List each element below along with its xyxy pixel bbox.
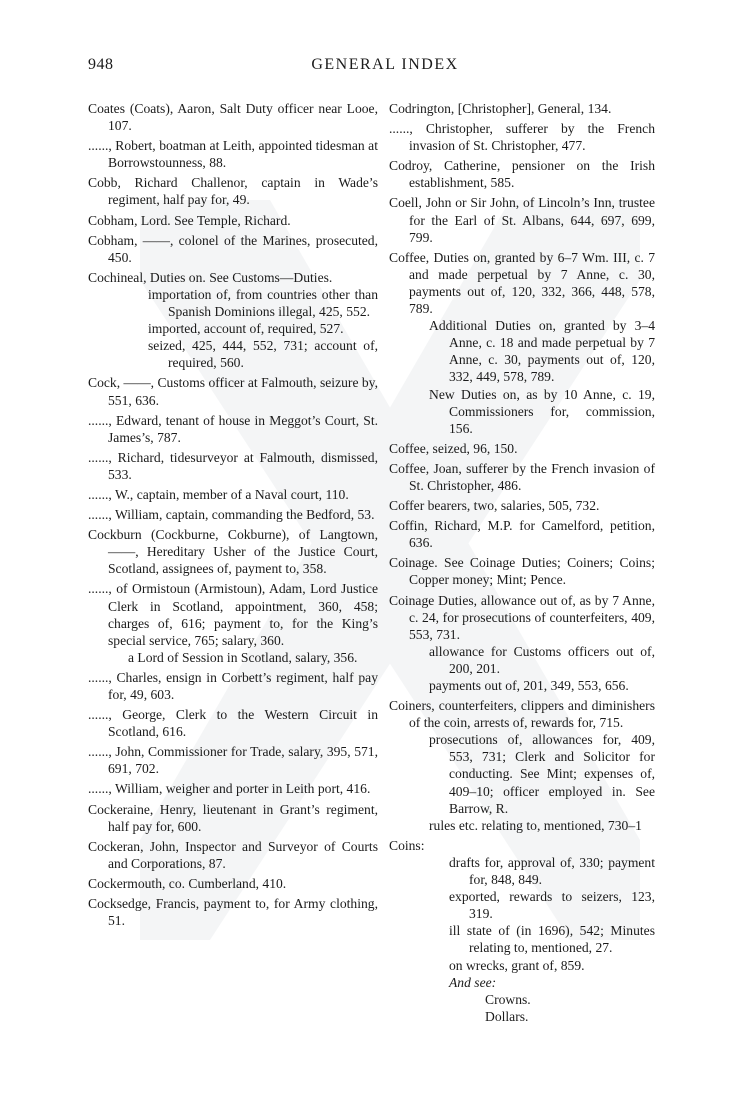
- index-entry: ......, Richard, tidesurveyor at Falmouth, dismissed, 533.: [88, 449, 378, 482]
- index-entry: Cobham, Lord. See Temple, Richard.: [88, 212, 291, 228]
- see-also-label: And see:: [449, 974, 497, 990]
- index-entry: Cock, ——, Customs officer at Falmouth, seizure by, 551, 636.: [88, 375, 378, 408]
- index-entry: Coates (Coats), Aaron, Salt Duty officer near Looe, 107.: [88, 101, 378, 134]
- index-entry: Cobham, ——, colonel of the Marines, prosecuted, 450.: [88, 232, 378, 265]
- index-entry: Cocksedge, Francis, payment to, for Army clothing, 51.: [88, 896, 378, 929]
- index-entry: ......, William, weigher and porter in Leith port, 416.: [88, 781, 371, 797]
- index-subentry: a Lord of Session in Scotland, salary, 356.: [128, 649, 358, 665]
- index-entry: Coffee, Joan, sufferer by the French invasion of St. Christopher, 486.: [389, 460, 655, 493]
- index-entry: Cockeran, John, Inspector and Surveyor of Courts and Corporations, 87.: [88, 838, 378, 871]
- index-subentry: importation of, from countries other than Spanish Dominions illegal, 425, 552.: [148, 286, 378, 320]
- index-entry: Cockburn (Cockburne, Cokburne), of Langtown, ——, Hereditary Usher of the Justice Court, Scotland, assignees of, payment to, 358.: [88, 527, 378, 577]
- index-entry: Coffee, Duties on, granted by 6–7 Wm. III, c. 7 and made perpetual by 7 Anne, c. 30, payments out of, 120, 332, 366, 448, 578, 789.: [389, 249, 655, 317]
- index-entry: Coins:: [389, 837, 425, 853]
- index-subentry: payments out of, 201, 349, 553, 656.: [429, 678, 629, 693]
- index-entry: ......, Charles, ensign in Corbett’s regiment, half pay for, 49, 603.: [88, 669, 378, 702]
- running-head: GENERAL INDEX: [311, 56, 459, 73]
- index-entry: ......, William, captain, commanding the Bedford, 53.: [88, 507, 375, 523]
- see-also-item: Dollars.: [485, 1008, 529, 1024]
- index-entry: Coiners, counterfeiters, clippers and diminishers of the coin, arrests of, rewards for, 715.: [389, 698, 655, 731]
- index-column-right: [389, 100, 655, 1025]
- index-entry: ......, George, Clerk to the Western Circuit in Scotland, 616.: [88, 707, 378, 740]
- index-entry: ......, Christopher, sufferer by the French invasion of St. Christopher, 477.: [389, 121, 655, 154]
- index-subentry: prosecutions of, allowances for, 409, 553, 731; Clerk and Solicitor for conducting. See Mint; expenses of, 409–10; officer employed in. See Barrow, R.: [429, 732, 655, 816]
- index-entry: Codroy, Catherine, pensioner on the Irish establishment, 585.: [389, 158, 655, 191]
- see-also-item: Crowns.: [485, 991, 531, 1007]
- index-entry: Cockermouth, co. Cumberland, 410.: [88, 875, 287, 891]
- index-entry: ......, Robert, boatman at Leith, appointed tidesman at Borrowstounness, 88.: [88, 138, 378, 171]
- index-subentry: New Duties on, as by 10 Anne, c. 19, Commissioners for, commission, 156.: [429, 386, 655, 436]
- index-subentry: seized, 425, 444, 552, 731; account of, required, 560.: [148, 338, 378, 371]
- index-entry: Coffee, seized, 96, 150.: [389, 440, 518, 456]
- index-entry: Coffer bearers, two, salaries, 505, 732.: [389, 498, 600, 514]
- index-entry: Cobb, Richard Challenor, captain in Wade’s regiment, half pay for, 49.: [88, 175, 378, 208]
- index-subentry: imported, account of, required, 527.: [148, 321, 344, 337]
- index-entry: ......, W., captain, member of a Naval court, 110.: [88, 486, 349, 502]
- index-entry: Coinage. See Coinage Duties; Coiners; Coins; Copper money; Mint; Pence.: [389, 555, 655, 588]
- index-subentry: drafts for, approval of, 330; payment for, 848, 849.: [449, 854, 655, 888]
- index-subentry: ill state of (in 1696), 542; Minutes relating to, mentioned, 27.: [449, 923, 655, 956]
- index-column-left: [88, 100, 378, 932]
- index-entry: Cochineal, Duties on. See Customs—Duties.: [88, 269, 333, 285]
- page-number: 948: [88, 56, 114, 73]
- index-subentry: rules etc. relating to, mentioned, 730–1: [429, 817, 642, 833]
- index-entry: ......, Edward, tenant of house in Meggot’s Court, St. James’s, 787.: [88, 412, 378, 445]
- index-subentry: exported, rewards to seizers, 123, 319.: [449, 889, 655, 922]
- index-entry: ......, John, Commissioner for Trade, salary, 395, 571, 691, 702.: [88, 744, 378, 777]
- index-entry: Coinage Duties, allowance out of, as by 7 Anne, c. 24, for prosecutions of counterfeiters, 409, 553, 731.: [389, 592, 655, 642]
- index-entry: ......, of Ormistoun (Armistoun), Adam, Lord Justice Clerk in Scotland, appointment, 360, 458; charges of, 616; payment to, for the King’s special service, 765; salary, 360.: [88, 581, 378, 648]
- index-entry: Coell, John or Sir John, of Lincoln’s Inn, trustee for the Earl of St. Albans, 644, 697, 699, 799.: [389, 195, 655, 245]
- index-entry: Cockeraine, Henry, lieutenant in Grant’s regiment, half pay for, 600.: [88, 801, 378, 834]
- index-subentry: allowance for Customs officers out of, 200, 201.: [429, 643, 655, 676]
- index-entry: Codrington, [Christopher], General, 134.: [389, 101, 612, 116]
- index-subentry: Additional Duties on, granted by 3–4 Anne, c. 18 and made perpetual by 7 Anne, c. 30, payments out of, 120, 332, 449, 578, 789.: [429, 318, 655, 385]
- index-entry: Coffin, Richard, M.P. for Camelford, petition, 636.: [389, 518, 655, 551]
- index-subentry: on wrecks, grant of, 859.: [449, 957, 585, 973]
